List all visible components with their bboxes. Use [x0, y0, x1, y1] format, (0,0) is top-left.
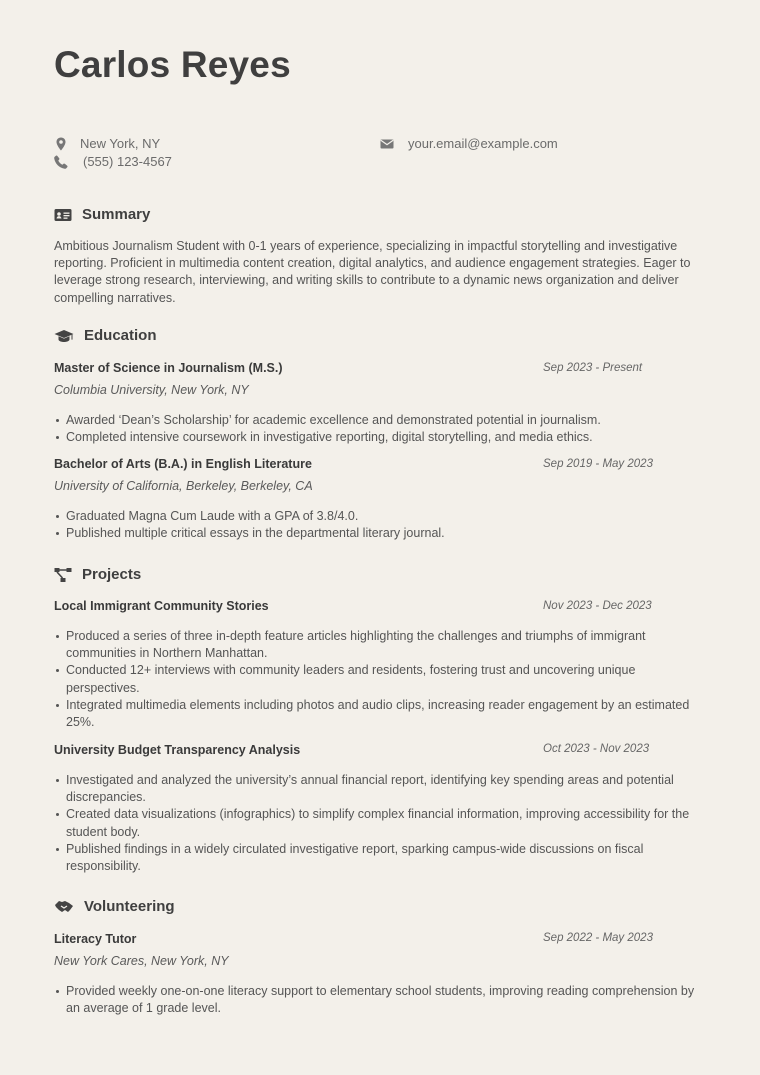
- education-entry-institution: Columbia University, New York, NY: [54, 383, 249, 397]
- list-item: Conducted 12+ interviews with community leaders and residents, fostering trust and uncovering unique perspectives.: [54, 662, 708, 696]
- list-item: Awarded ‘Dean’s Scholarship’ for academic excellence and demonstrated potential in journalism.: [54, 412, 708, 429]
- list-item: Created data visualizations (infographics) to simplify complex financial information, improving accessibility for the student body.: [54, 806, 708, 840]
- handshake-icon: [54, 899, 74, 915]
- volunteering-entry-organization: New York Cares, New York, NY: [54, 954, 229, 968]
- project-entry-title: University Budget Transparency Analysis: [54, 743, 301, 757]
- list-item: Graduated Magna Cum Laude with a GPA of 3.8/4.0.: [54, 508, 708, 525]
- contact-location: [54, 136, 160, 151]
- candidate-name: Carlos Reyes: [54, 44, 291, 85]
- project-entry-date: Nov 2023 - Dec 2023: [543, 600, 652, 612]
- project-entry-title: Local Immigrant Community Stories: [54, 599, 269, 613]
- education-entry-date: Sep 2019 - May 2023: [543, 458, 653, 470]
- list-item: Investigated and analyzed the university’s annual financial report, identifying key spending areas and potential discrepancies.: [54, 772, 708, 806]
- graduation-cap-icon: [54, 328, 74, 344]
- list-item: Published findings in a widely circulated investigative report, sparking campus-wide discussions on fiscal responsibility.: [54, 841, 708, 875]
- contact-phone: [54, 154, 172, 169]
- list-item: Published multiple critical essays in the departmental literary journal.: [54, 525, 708, 542]
- list-item: Produced a series of three in-depth feature articles highlighting the challenges and triumphs of immigrant communities in Northern Manhattan.: [54, 628, 708, 662]
- envelope-icon: [380, 137, 394, 151]
- list-item: Provided weekly one-on-one literacy support to elementary school students, improving reading comprehension by an average of 1 grade level.: [54, 983, 708, 1017]
- list-item: Completed intensive coursework in investigative reporting, digital storytelling, and media ethics.: [54, 429, 708, 446]
- project-entry-bullets: [54, 772, 708, 875]
- phone-icon: [54, 155, 68, 169]
- project-entry-date: Oct 2023 - Nov 2023: [543, 743, 650, 755]
- summary-text: Ambitious Journalism Student with 0-1 years of experience, specializing in impactful storytelling and investigative reporting. Proficient in multimedia content creation, digital analytics, and audience engagement strategies. Eager to leverage strong research, interviewing, and writing skills to contribute to a dynamic news organization and deliver compelling narratives.: [54, 239, 691, 305]
- education-entry-title: Master of Science in Journalism (M.S.): [54, 361, 283, 375]
- list-item: Integrated multimedia elements including photos and audio clips, increasing reader engagement by an estimated 25%.: [54, 697, 708, 731]
- section-title: Projects: [82, 566, 142, 583]
- location-text: New York, NY: [80, 136, 161, 151]
- volunteering-entry-date: Sep 2022 - May 2023: [543, 932, 653, 944]
- map-pin-icon: [54, 137, 68, 151]
- section-title: Summary: [82, 206, 151, 223]
- section-projects-heading: [54, 566, 141, 583]
- section-volunteering-heading: [54, 898, 175, 915]
- email-text[interactable]: your.email@example.com: [408, 136, 558, 151]
- education-entry-date: Sep 2023 - Present: [543, 362, 643, 374]
- section-title: Volunteering: [84, 898, 175, 915]
- section-summary-heading: [54, 206, 150, 223]
- volunteering-entry-bullets: [54, 983, 708, 1017]
- project-diagram-icon: [54, 567, 72, 583]
- education-entry-title: Bachelor of Arts (B.A.) in English Literature: [54, 457, 312, 471]
- education-entry-bullets: [54, 508, 708, 542]
- contact-email[interactable]: [380, 136, 558, 151]
- id-card-icon: [54, 207, 72, 223]
- education-entry-institution: University of California, Berkeley, Berkeley, CA: [54, 479, 313, 493]
- section-education-heading: [54, 327, 157, 344]
- phone-text: (555) 123-4567: [83, 154, 172, 169]
- project-entry-bullets: [54, 628, 708, 731]
- section-title: Education: [84, 327, 157, 344]
- volunteering-entry-title: Literacy Tutor: [54, 932, 137, 946]
- education-entry-bullets: [54, 412, 708, 446]
